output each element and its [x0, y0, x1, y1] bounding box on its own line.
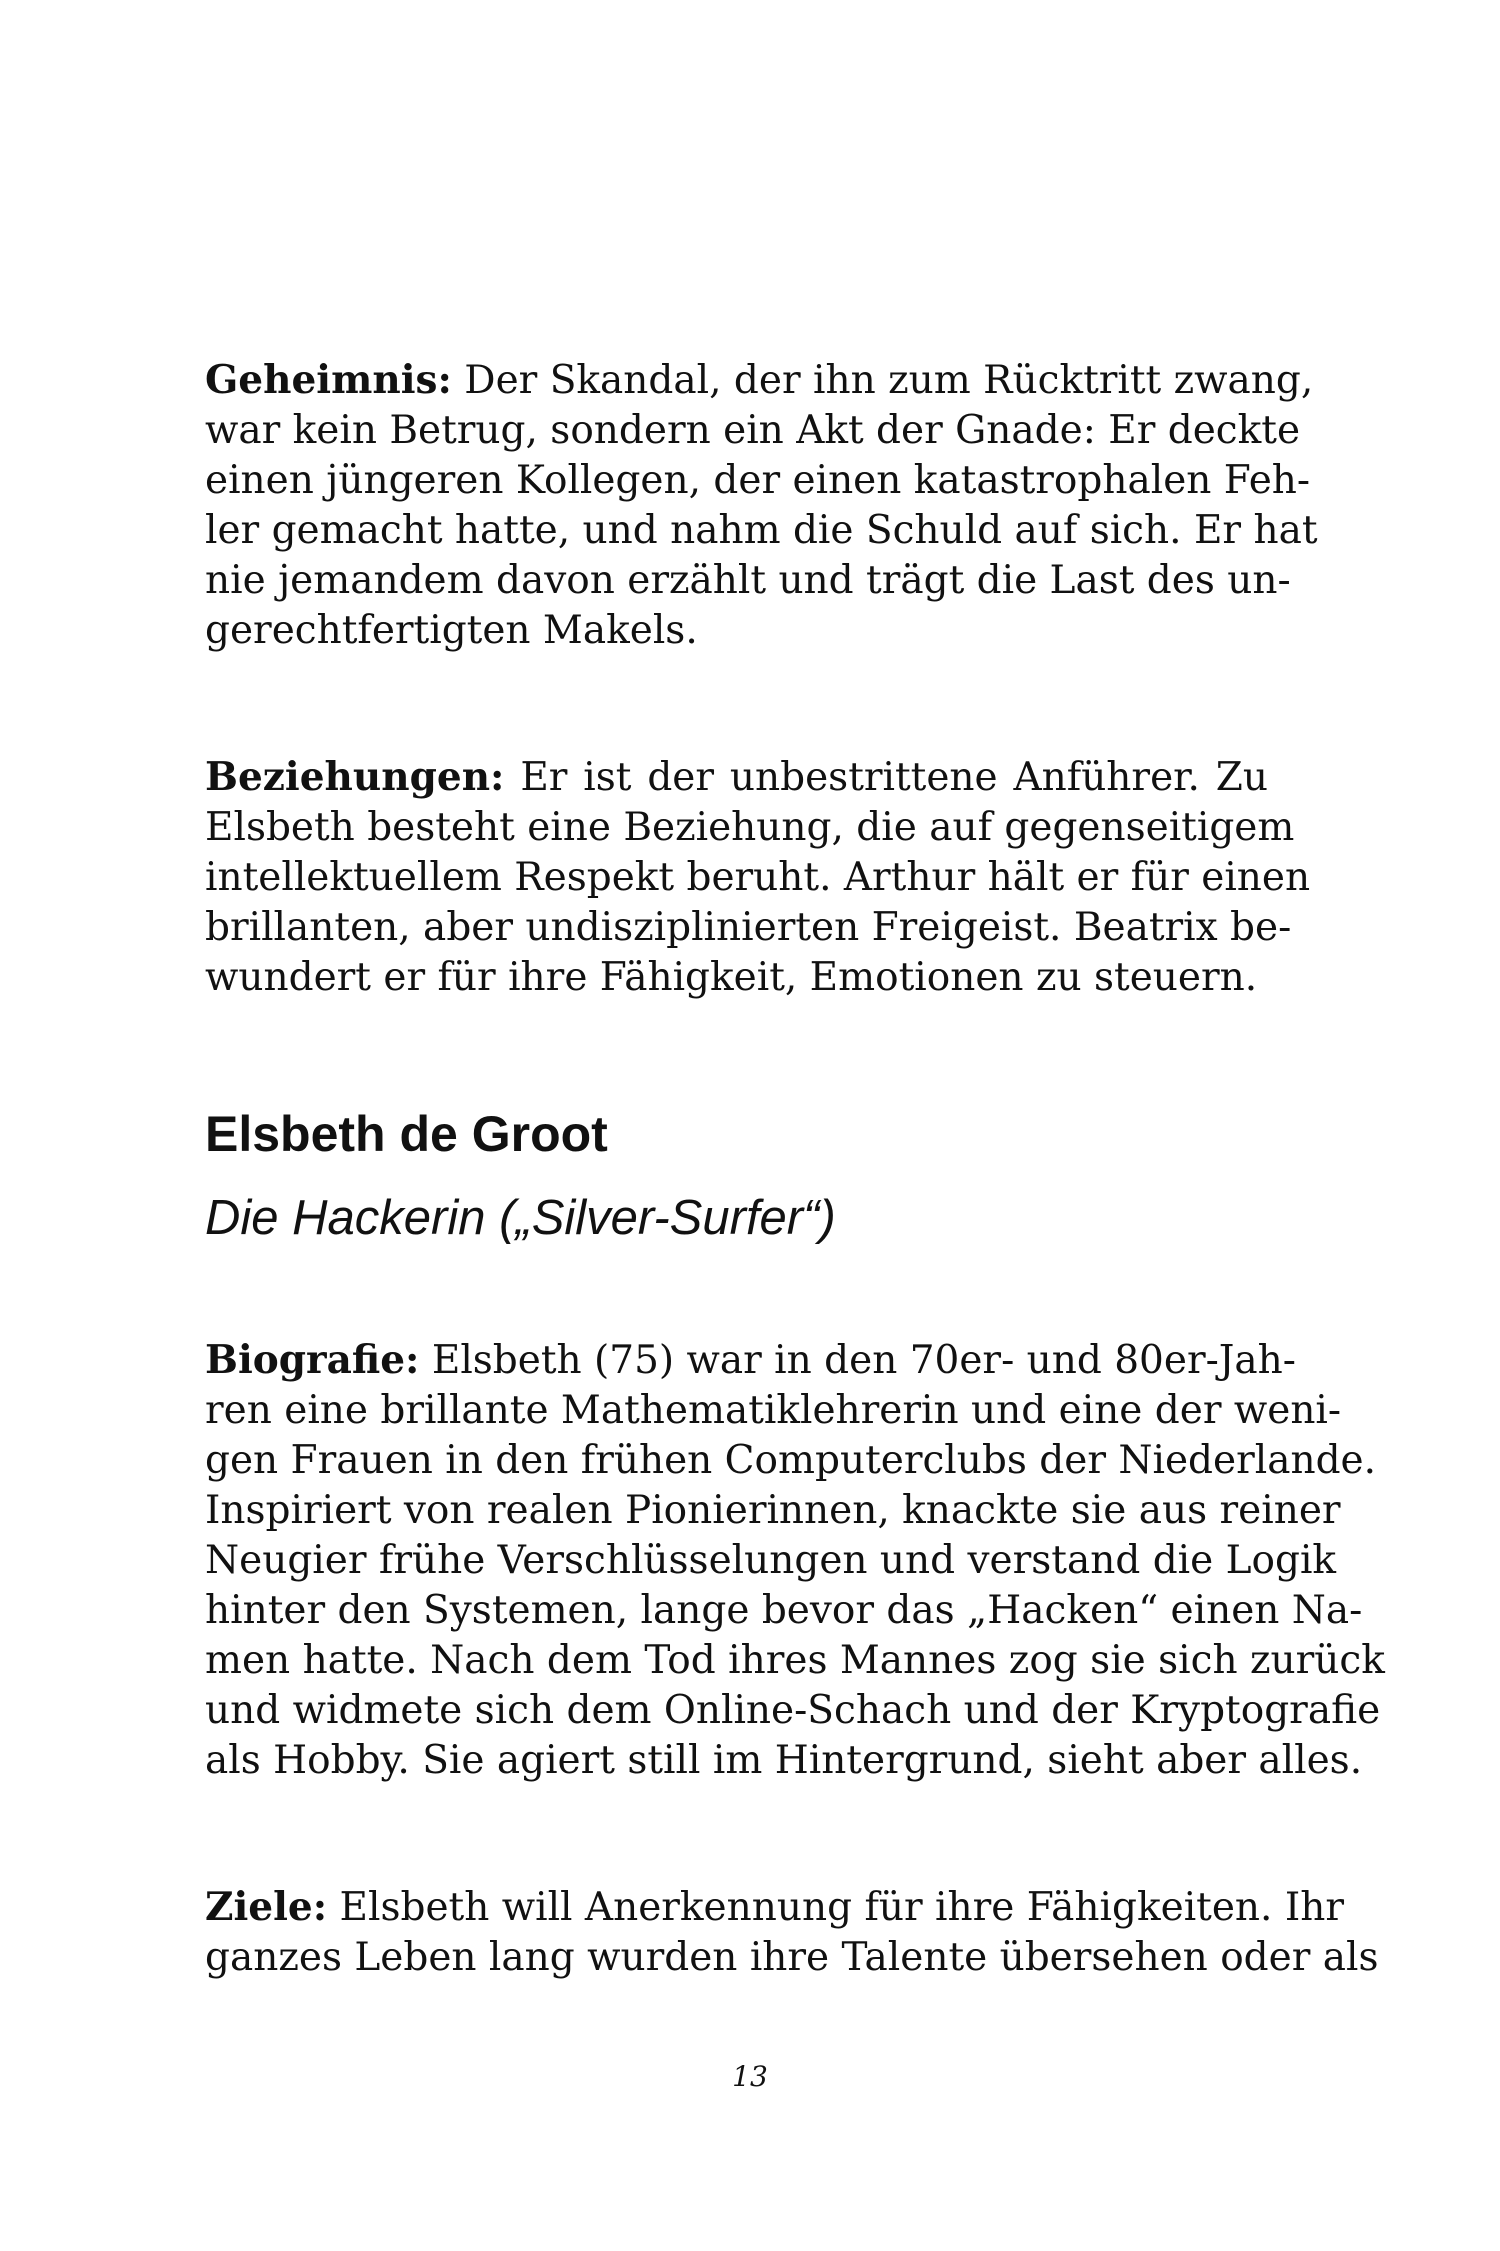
biography-label: Biografie:	[205, 1337, 420, 1383]
goals-label: Ziele:	[205, 1884, 328, 1930]
paragraph-line: intellektuellem Respekt beruht. Arthur hält er für einen	[205, 855, 1311, 900]
paragraph-line: wundert er für ihre Fähigkeit, Emotionen zu steuern.	[205, 955, 1258, 1000]
page-number: 13	[732, 2060, 768, 2093]
paragraph-line: Elsbeth besteht eine Beziehung, die auf gegenseitigem	[205, 805, 1295, 850]
paragraph-line: gerechtfertigten Makels.	[205, 608, 698, 653]
character-name-heading: Elsbeth de Groot	[205, 1106, 608, 1162]
paragraph-line: und widmete sich dem Online-Schach und der Kryptografie	[205, 1688, 1381, 1733]
paragraph-line: Biografie: Elsbeth (75) war in den 70er- und 80er-Jah-	[205, 1337, 1296, 1383]
paragraph-line: ren eine brillante Mathematiklehrerin und eine der weni-	[205, 1388, 1342, 1433]
paragraph-line: als Hobby. Sie agiert still im Hintergrund, sieht aber alles.	[205, 1738, 1363, 1783]
paragraph-line: war kein Betrug, sondern ein Akt der Gnade: Er deckte	[205, 408, 1301, 453]
goals-paragraph	[205, 1882, 1379, 1983]
paragraph-line: Geheimnis: Der Skandal, der ihn zum Rücktritt zwang,	[205, 357, 1314, 403]
paragraph-line: gen Frauen in den frühen Computerclubs der Niederlande.	[205, 1438, 1377, 1483]
paragraph-line: Neugier frühe Verschlüsselungen und verstand die Logik	[205, 1538, 1337, 1583]
secret-label: Geheimnis:	[205, 357, 452, 403]
paragraph-line: brillanten, aber undisziplinierten Freigeist. Beatrix be-	[205, 905, 1292, 950]
paragraph-line: Ziele: Elsbeth will Anerkennung für ihre Fähigkeiten. Ihr	[205, 1884, 1345, 1930]
relations-label: Beziehungen:	[205, 754, 505, 800]
paragraph-line: nie jemandem davon erzählt und trägt die Last des un-	[205, 558, 1291, 603]
paragraph-line: hinter den Systemen, lange bevor das „Hacken“ einen Na-	[205, 1588, 1363, 1633]
paragraph-line: Beziehungen: Er ist der unbestrittene Anführer. Zu	[205, 754, 1268, 800]
relations-paragraph	[205, 752, 1311, 1003]
paragraph-line: ganzes Leben lang wurden ihre Talente übersehen oder als	[205, 1935, 1379, 1980]
paragraph-line: einen jüngeren Kollegen, der einen katastrophalen Feh-	[205, 458, 1311, 503]
paragraph-line: Inspiriert von realen Pionierinnen, knackte sie aus reiner	[205, 1488, 1341, 1533]
paragraph-line: ler gemacht hatte, und nahm die Schuld auf sich. Er hat	[205, 508, 1318, 553]
paragraph-line: men hatte. Nach dem Tod ihres Mannes zog sie sich zurück	[205, 1638, 1385, 1683]
character-role-subheading: Die Hackerin („Silver-Surfer“)	[205, 1191, 836, 1245]
biography-paragraph	[205, 1335, 1385, 1786]
secret-paragraph	[205, 355, 1318, 656]
